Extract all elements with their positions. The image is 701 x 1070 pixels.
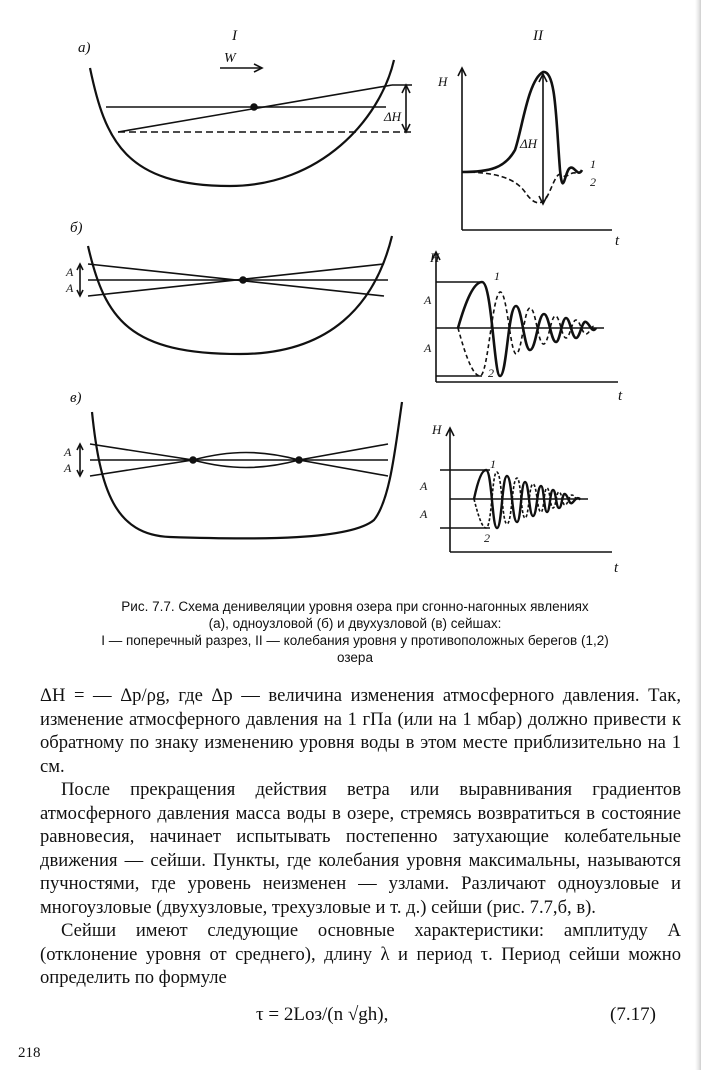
panel-a-t-label: t	[615, 233, 620, 249]
panel-b-amp-lower: A	[424, 341, 432, 355]
figure-caption-line-1: Рис. 7.7. Схема денивеляции уровня озера при сгонно-нагонных явлениях	[121, 599, 589, 614]
panel-c-curve-label-1: 1	[490, 457, 496, 471]
panel-b-curve-2	[458, 292, 596, 376]
paragraph-1: ΔH = — Δp/ρg, где Δp — величина изменения атмосферного давления. Так, изменение атмосферного давления на 1 гПа (или на 1 мбар) должно привести к обратному по знаку изменению уровня воды в этом месте приблизительно на 1 см.	[40, 685, 681, 777]
panel-b-amp-bottom: A	[66, 281, 74, 295]
column-label-II: II	[533, 28, 543, 44]
paragraph-2: После прекращения действия ветра или выравнивания градиентов атмосферного давления масса воды в озере, стремясь возвратиться в состояние равновесия, начинает испытывать постепенно затухающие колебательные движения — сейши. Пункты, где колебания уровня максимальны, называются пучностями, где уровень неизменен — узлами. Различают одноузловые и многоузловые (двухузловые, трехузловые и т. д.) сейши (рис. 7.7,б, в).	[40, 779, 681, 918]
panel-b-curve-1	[458, 282, 596, 376]
panel-b-curve-label-2: 2	[488, 366, 494, 380]
figure-caption-line-4: озера	[337, 650, 373, 665]
panel-c-h-label: H	[432, 422, 442, 437]
panel-a-curve-label-1: 1	[590, 157, 596, 171]
panel-c-t-label: t	[614, 560, 619, 576]
panel-a-h-label: H	[438, 74, 448, 89]
panel-c-curve-label-2: 2	[484, 531, 490, 545]
figure-caption-line-2: (а), одноузловой (б) и двухузловой (в) сейшах:	[208, 616, 502, 631]
panel-a-letter: а)	[78, 40, 91, 56]
panel-b-h-label: H	[430, 250, 440, 265]
paragraph-3: Сейши имеют следующие основные характеристики: амплитуду A (отклонение уровня от среднего), длину λ и период τ. Период сейши можно определить по формуле	[40, 920, 681, 988]
panel-c-amp-bottom: A	[64, 461, 72, 475]
panel-a-basin	[90, 60, 394, 186]
panel-c-letter: в)	[70, 390, 82, 406]
formula-7-17	[0, 1004, 701, 1030]
panel-b-t-label: t	[618, 388, 623, 404]
column-label-I: I	[232, 28, 237, 44]
panel-b-basin	[88, 236, 392, 354]
panel-b-curve-label-1: 1	[494, 269, 500, 283]
panel-c-amp-lower: A	[420, 507, 428, 521]
panel-a-curve-label-2: 2	[590, 175, 596, 189]
panel-a-curve-delta-h: ΔH	[520, 136, 538, 151]
panel-b-amp-top: A	[66, 265, 74, 279]
panel-c-amp-top: A	[64, 445, 72, 459]
wind-label: W	[224, 51, 236, 66]
panel-c-level-2	[90, 453, 388, 477]
page-edge-shadow	[695, 0, 701, 1070]
panel-c-amp-upper: A	[420, 479, 428, 493]
panel-c-level-1	[90, 444, 388, 468]
panel-b-letter: б)	[70, 220, 83, 236]
panel-a-delta-h: ΔH	[384, 109, 402, 124]
formula-expression: τ = 2Lоз/(n √gh),	[256, 1004, 389, 1025]
page-number: 218	[18, 1045, 41, 1061]
panel-b-amp-upper: A	[424, 293, 432, 307]
figure-caption-line-3: I — поперечный разрез, II — колебания уровня у противоположных берегов (1,2)	[101, 633, 609, 648]
panel-a-curve-1	[462, 72, 582, 183]
formula-number: (7.17)	[610, 1004, 656, 1025]
body-text	[40, 684, 681, 990]
